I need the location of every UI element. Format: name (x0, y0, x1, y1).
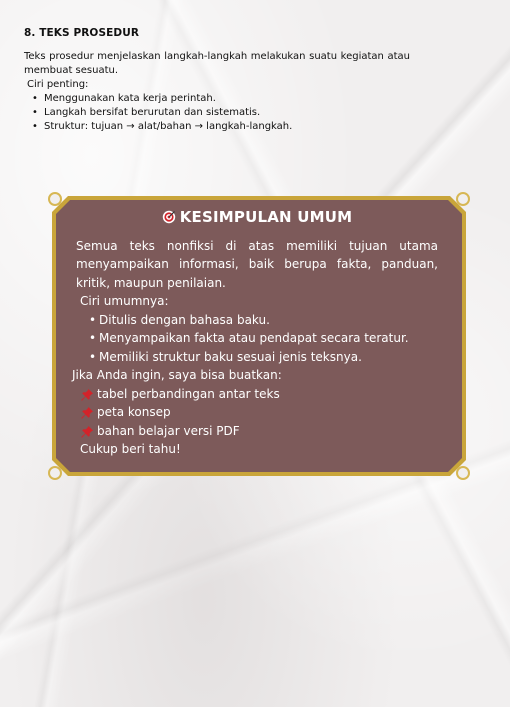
offer-item: tabel perbandingan antar teks (80, 385, 438, 404)
target-icon (162, 210, 176, 224)
pushpin-icon (80, 388, 94, 402)
procedure-text-section (24, 26, 410, 134)
offer-item: peta konsep (80, 403, 438, 422)
card-title-text: KESIMPULAN UMUM (179, 208, 353, 226)
pushpin-icon (80, 425, 94, 439)
list-item: • Menggunakan kata kerja perintah. (32, 92, 410, 106)
list-item: • Memiliki struktur baku sesuai jenis teksnya. (89, 348, 438, 367)
list-item: • Struktur: tujuan → alat/bahan → langkah-langkah. (32, 120, 410, 134)
card-paragraph: Semua teks nonfiksi di atas memiliki tujuan utama menyampaikan informasi, baik berupa fakta, panduan, kritik, maupun penilaian. (76, 238, 438, 290)
conclusion-card (52, 196, 466, 476)
offer-text: Jika Anda ingin, saya bisa buatkan: (72, 368, 282, 382)
corner-ornament (456, 192, 470, 206)
corner-ornament (48, 192, 62, 206)
ciri-list (24, 92, 410, 134)
closing-text: Cukup beri tahu! (80, 442, 181, 456)
offer-item: bahan belajar versi PDF (80, 422, 438, 441)
section-paragraph: Teks prosedur menjelaskan langkah-langkah melakukan suatu kegiatan atau membuat sesuatu. (24, 51, 410, 76)
card-title (76, 208, 438, 227)
corner-ornament (456, 466, 470, 480)
card-ciri-list (76, 311, 438, 367)
corner-ornament (48, 466, 62, 480)
card-ciri-label: Ciri umumnya: (80, 294, 169, 308)
list-item: • Ditulis dengan bahasa baku. (89, 311, 438, 330)
list-item: • Langkah bersifat berurutan dan sistematis. (32, 106, 410, 120)
card-content (72, 208, 438, 459)
pushpin-icon (80, 406, 94, 420)
list-item: • Menyampaikan fakta atau pendapat secara teratur. (89, 329, 438, 348)
section-title: 8. TEKS PROSEDUR (24, 27, 140, 39)
offer-list (76, 385, 438, 441)
ciri-label: Ciri penting: (27, 79, 89, 90)
